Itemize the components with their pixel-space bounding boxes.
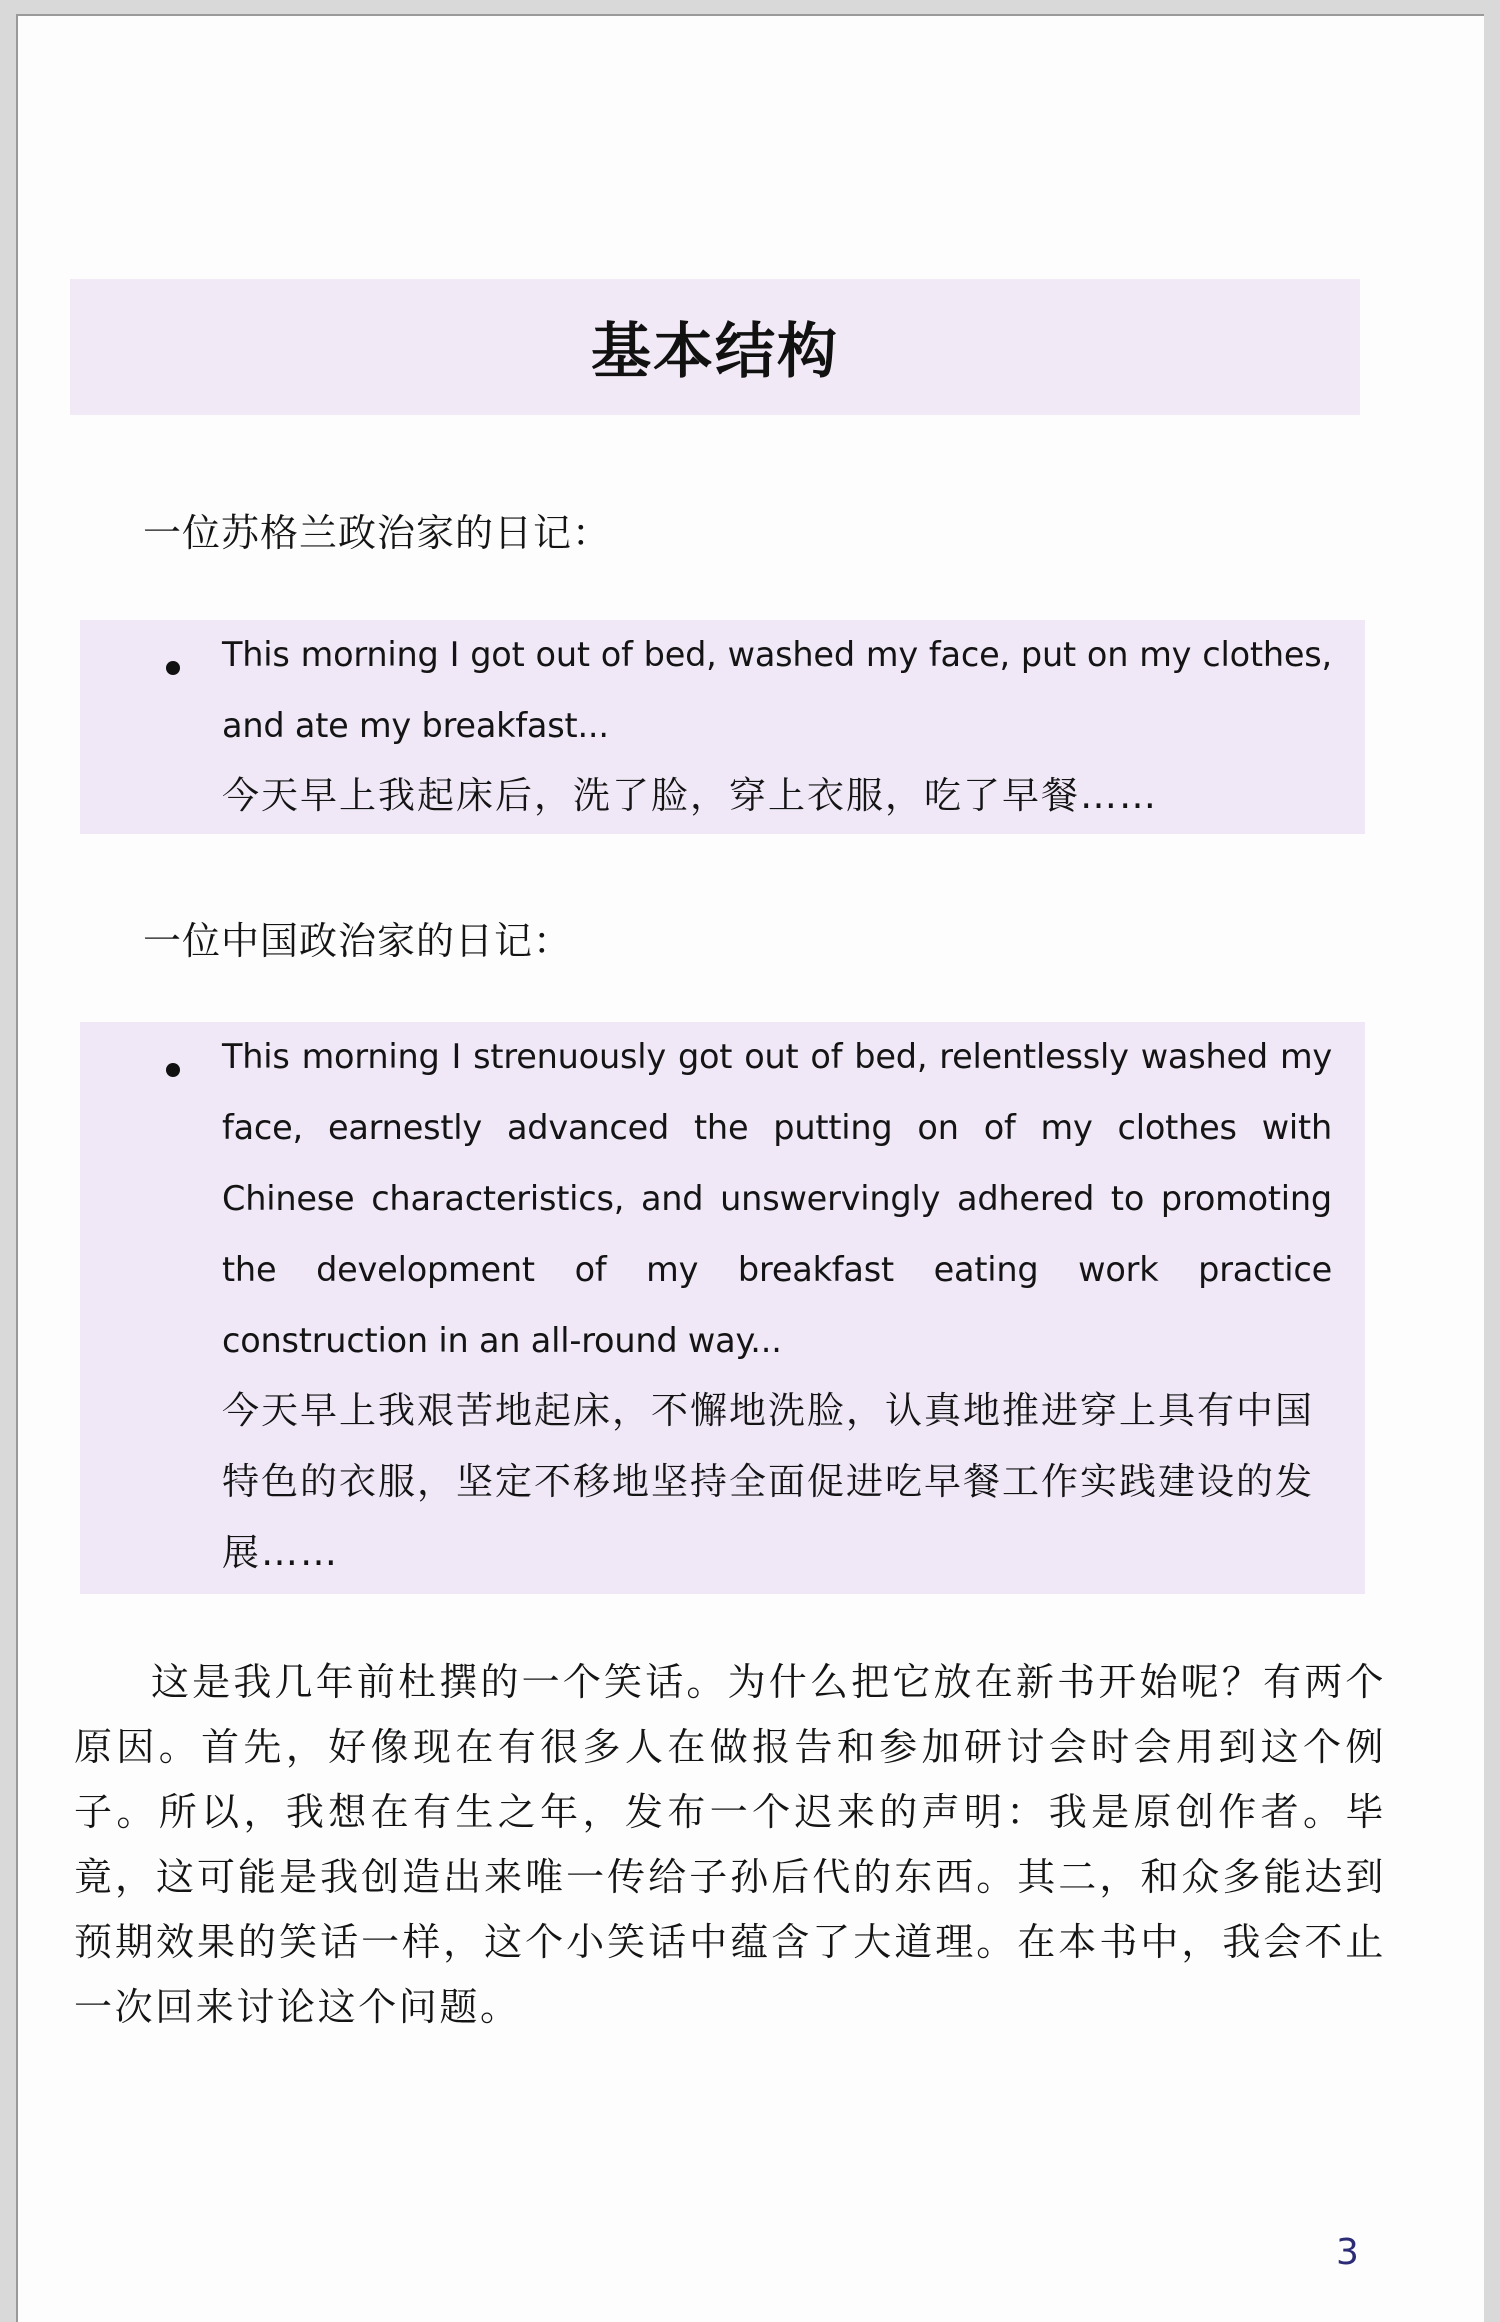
title-band bbox=[70, 279, 1360, 415]
body-paragraph: 这是我几年前杜撰的一个笑话。为什么把它放在新书开始呢？有两个原因。首先，好像现在有很多人在做报告和参加研讨会时会用到这个例子。所以，我想在有生之年，发布一个迟来的声明：我是原创作者。毕竟，这可能是我创造出来唯一传给子孙后代的东西。其二，和众多能达到预期效果的笑话一样，这个小笑话中蕴含了大道理。在本书中，我会不止一次回来讨论这个问题。 bbox=[74, 1660, 1386, 2029]
scottish-diary-english-text: This morning I got out of bed, washed my face, put on my clothes, and ate my breakfast... bbox=[222, 635, 1332, 745]
bullet-icon bbox=[166, 1063, 180, 1077]
chinese-diary-chinese-text: 今天早上我艰苦地起床，不懈地洗脸，认真地推进穿上具有中国特色的衣服，坚定不移地坚持全面促进吃早餐工作实践建设的发展…… bbox=[222, 1389, 1314, 1574]
bullet-icon bbox=[166, 661, 180, 675]
scottish-diary-chinese-text: 今天早上我起床后，洗了脸，穿上衣服，吃了早餐…… bbox=[222, 774, 1158, 817]
book-page bbox=[16, 14, 1484, 2322]
chinese-diary-english-text: This morning I strenuously got out of bed, relentlessly washed my face, earnestly advanced the putting on of my clothes with Chinese characteristics, and unswervingly adhered to promoting the development of my breakfast eating work practice construction in an all-round way... bbox=[222, 1037, 1332, 1360]
page-title: 基本结构 bbox=[591, 317, 839, 387]
scottish-diary-quote-box bbox=[80, 620, 1365, 834]
chinese-diary-label: 一位中国政治家的日记： bbox=[143, 919, 573, 963]
page-number: 3 bbox=[1336, 2232, 1359, 2273]
chinese-diary-quote-box bbox=[80, 1022, 1365, 1594]
scottish-diary-label: 一位苏格兰政治家的日记： bbox=[143, 511, 612, 555]
